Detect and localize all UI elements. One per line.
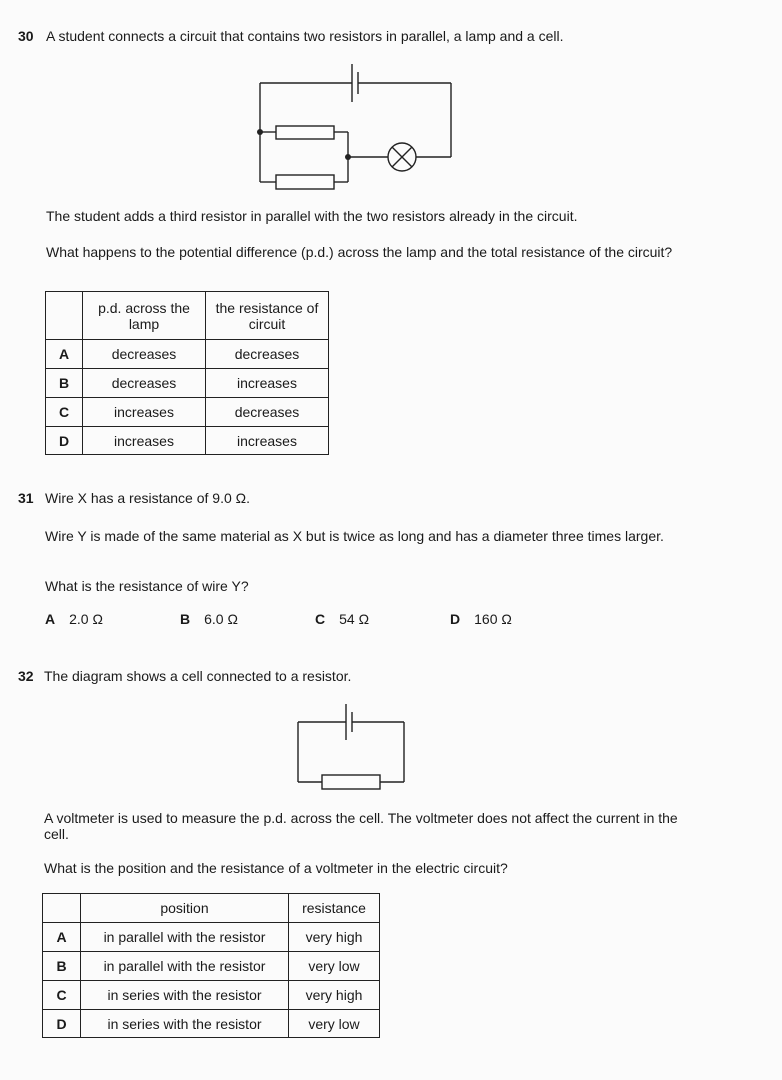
q32-stem: The diagram shows a cell connected to a resistor. — [44, 668, 352, 684]
table-header: the resistance of circuit — [206, 292, 329, 340]
table-row[interactable]: A in parallel with the resistor very high — [43, 923, 380, 952]
q31-choice-a[interactable]: A 2.0 Ω — [45, 611, 103, 627]
q30-question: What happens to the potential difference (p.d.) across the lamp and the total resistance of the circuit? — [46, 244, 673, 260]
q30-stem: A student connects a circuit that contains two resistors in parallel, a lamp and a cell. — [46, 28, 564, 44]
q31-choice-d[interactable]: D 160 Ω — [450, 611, 512, 627]
q30-para: The student adds a third resistor in parallel with the two resistors already in the circuit. — [46, 208, 578, 224]
table-row[interactable]: B decreases increases — [46, 369, 329, 398]
q30-number: 30 — [18, 28, 34, 44]
table-header: resistance — [289, 894, 380, 923]
q31-choice-b[interactable]: B 6.0 Ω — [180, 611, 238, 627]
table-row[interactable]: D in series with the resistor very low — [43, 1010, 380, 1038]
table-row[interactable]: D increases increases — [46, 427, 329, 455]
q32-question: What is the position and the resistance of a voltmeter in the electric circuit? — [44, 860, 508, 876]
table-header: p.d. across the lamp — [83, 292, 206, 340]
resistor — [322, 775, 380, 789]
q31-number: 31 — [18, 490, 34, 506]
q32-number: 32 — [18, 668, 34, 684]
table-row[interactable]: C increases decreases — [46, 398, 329, 427]
q31-stem: Wire X has a resistance of 9.0 Ω. — [45, 490, 250, 506]
q32-options-table — [42, 893, 380, 1038]
table-row[interactable]: B in parallel with the resistor very low — [43, 952, 380, 981]
table-row[interactable]: C in series with the resistor very high — [43, 981, 380, 1010]
table-row[interactable]: A decreases decreases — [46, 340, 329, 369]
q31-question: What is the resistance of wire Y? — [45, 578, 249, 594]
q31-choice-c[interactable]: C 54 Ω — [315, 611, 370, 627]
table-header: position — [81, 894, 289, 923]
q31-para: Wire Y is made of the same material as X but is twice as long and has a diameter three times larger. — [45, 528, 664, 544]
q32-para: A voltmeter is used to measure the p.d. across the cell. The voltmeter does not affect the current in the cell. — [44, 810, 678, 842]
